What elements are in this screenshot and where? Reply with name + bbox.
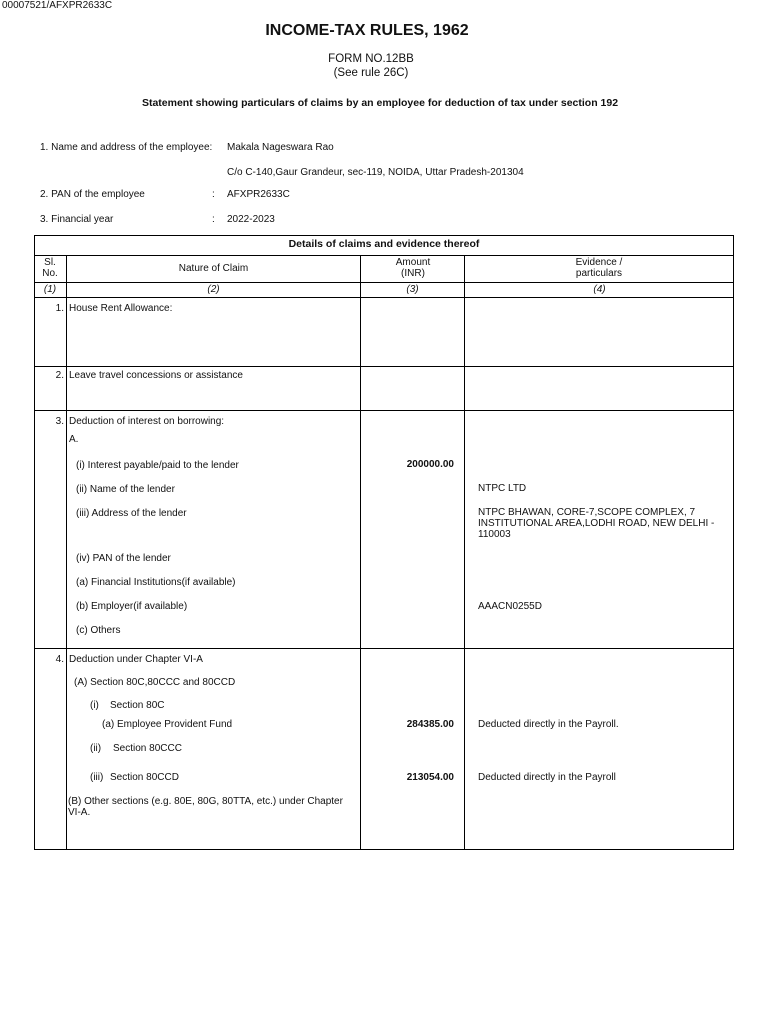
column-number: (1): [43, 284, 57, 295]
pan-colon: :: [212, 189, 215, 200]
row-number: 4.: [55, 654, 64, 665]
claim-house-rent-allowance: House Rent Allowance:: [69, 303, 173, 314]
claim-interest-on-borrowing: Deduction of interest on borrowing:: [69, 416, 225, 427]
table-divider: [34, 648, 734, 649]
claim-leave-travel: Leave travel concessions or assistance: [69, 370, 243, 381]
financial-year: 2022-2023: [227, 214, 275, 225]
section-80ccd-label: Section 80CCD: [110, 772, 179, 783]
table-column-divider: [66, 255, 67, 850]
other-sections-label: (B) Other sections (e.g. 80E, 80G, 80TTA, etc.) under Chapter VI-A.: [68, 796, 343, 818]
section-80ccc-label: Section 80CCC: [113, 743, 182, 754]
employer-label: (b) Employer(if available): [76, 601, 188, 612]
lender-address: NTPC BHAWAN, CORE-7,SCOPE COMPLEX, 7 INSTITUTIONAL AREA,LODHI ROAD, NEW DELHI - 110003: [478, 507, 715, 540]
form-number: FORM NO.12BB: [328, 53, 414, 65]
table-divider: [34, 366, 734, 367]
section-80ccd-amount: 213054.00: [406, 772, 454, 783]
row-number: 1.: [55, 303, 64, 314]
column-number: (2): [207, 284, 220, 295]
employee-pan: AFXPR2633C: [227, 189, 290, 200]
row-number: 2.: [55, 370, 64, 381]
lender-pan-label: (iv) PAN of the lender: [76, 553, 171, 564]
sub-label-a: A.: [69, 434, 79, 445]
rule-reference: (See rule 26C): [333, 67, 409, 79]
employee-address: C/o C-140,Gaur Grandeur, sec-119, NOIDA, Uttar Pradesh-201304: [227, 167, 524, 178]
document-reference: 00007521/AFXPR2633C: [2, 0, 113, 11]
financial-institutions-label: (a) Financial Institutions(if available): [76, 577, 236, 588]
lender-name-label: (ii) Name of the lender: [76, 484, 175, 495]
table-column-divider: [464, 255, 465, 850]
sub-number-ii: (ii): [90, 743, 102, 754]
section-80c-80ccc-80ccd-label: (A) Section 80C,80CCC and 80CCD: [74, 677, 236, 688]
column-number: (4): [593, 284, 606, 295]
statement-heading: Statement showing particulars of claims by an employee for deduction of tax under section 192: [141, 97, 619, 109]
table-divider: [34, 410, 734, 411]
sub-number-i: (i): [90, 700, 99, 711]
table-divider: [34, 282, 734, 283]
employer-pan: AAACN0255D: [478, 601, 542, 612]
table-divider: [34, 297, 734, 298]
row-number: 3.: [55, 416, 64, 427]
claims-table: [34, 235, 734, 850]
column-header-sl-no: Sl. No.: [42, 257, 58, 279]
table-column-divider: [360, 255, 361, 850]
others-label: (c) Others: [76, 625, 121, 636]
financial-year-label: 3. Financial year: [40, 214, 114, 225]
employee-provident-fund-label: (a) Employee Provident Fund: [102, 719, 233, 730]
lender-address-label: (iii) Address of the lender: [76, 508, 187, 519]
page-title: INCOME-TAX RULES, 1962: [265, 22, 469, 39]
claim-chapter-via: Deduction under Chapter VI-A: [69, 654, 203, 665]
interest-payable-amount: 200000.00: [406, 459, 454, 470]
interest-payable-label: (i) Interest payable/paid to the lender: [76, 460, 239, 471]
table-heading: Details of claims and evidence thereof: [288, 238, 480, 250]
fy-colon: :: [212, 214, 215, 225]
section-80ccd-evidence: Deducted directly in the Payroll: [478, 772, 616, 783]
column-header-amount: Amount (INR): [395, 257, 431, 279]
employee-name-label: 1. Name and address of the employee:: [40, 142, 213, 153]
column-number: (3): [406, 284, 419, 295]
employee-provident-fund-evidence: Deducted directly in the Payroll.: [478, 719, 619, 730]
section-80c-label: Section 80C: [110, 700, 165, 711]
column-header-evidence: Evidence / particulars: [575, 257, 623, 279]
sub-number-iii: (iii): [90, 772, 104, 783]
employee-pan-label: 2. PAN of the employee: [40, 189, 145, 200]
employee-name: Makala Nageswara Rao: [227, 142, 334, 153]
lender-name: NTPC LTD: [478, 483, 527, 494]
column-header-nature: Nature of Claim: [178, 263, 249, 274]
employee-provident-fund-amount: 284385.00: [406, 719, 454, 730]
table-divider: [34, 255, 734, 256]
